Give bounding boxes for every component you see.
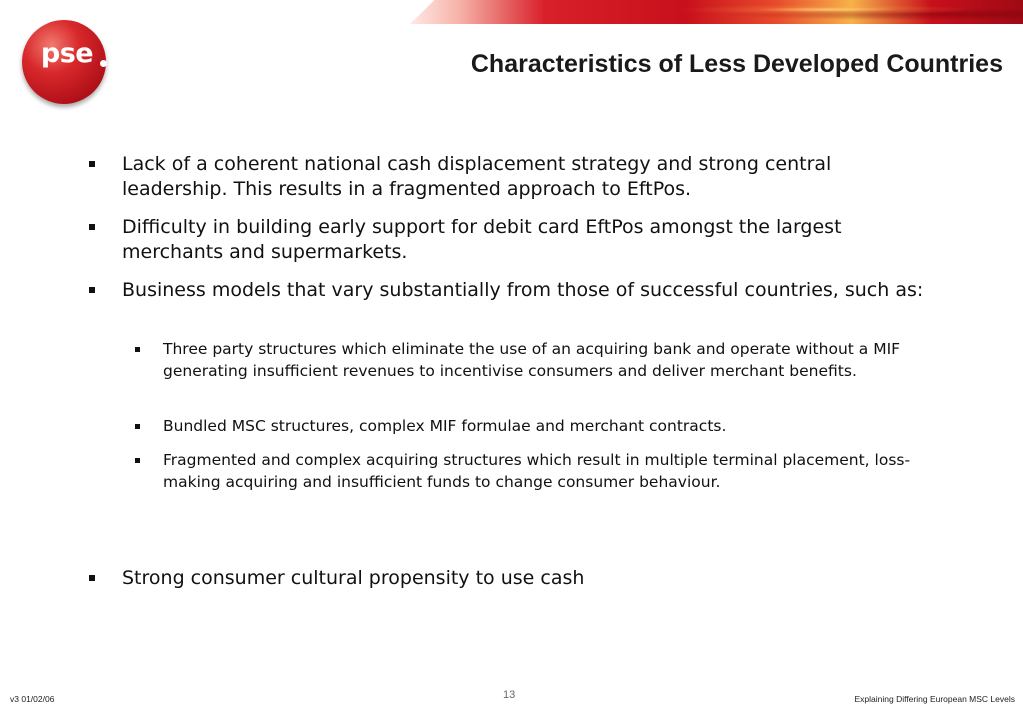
slide-title: Characteristics of Less Developed Countries [470,50,1003,78]
bullet-text: Strong consumer cultural propensity to use cash [122,567,585,589]
square-bullet-icon [89,287,95,293]
version-date: v3 01/02/06 [10,694,55,704]
sub-bullet-item [163,416,963,438]
bullet-item [122,566,942,591]
sub-bullet-item [163,339,963,382]
sub-bullet-text: Fragmented and complex acquiring structures which result in multiple terminal placement, loss-making acquiring and insufficient funds to change consumer behaviour. [163,451,911,491]
bullet-text: Lack of a coherent national cash displacement strategy and strong central leadership. This results in a fragmented approach to EftPos. [122,153,832,200]
bullet-item [122,278,942,303]
bullet-text: Business models that vary substantially from those of successful countries, such as: [122,279,924,301]
page-number: 13 [503,689,516,701]
bullet-text: Difficulty in building early support for debit card EftPos amongst the largest merchants and supermarkets. [122,216,842,263]
sub-bullet-item [163,450,963,493]
square-bullet-icon [89,575,95,581]
square-bullet-icon [135,347,140,352]
square-bullet-icon [89,224,95,230]
logo-text: pse [40,38,94,69]
sub-bullet-text: Three party structures which eliminate the use of an acquiring bank and operate without a MIF generating insufficient revenues to incentivise consumers and deliver merchant benefits. [163,340,901,380]
square-bullet-icon [89,161,95,167]
square-bullet-icon [135,458,140,463]
sub-bullet-text: Bundled MSC structures, complex MIF formulae and merchant contracts. [163,417,727,435]
footer-title: Explaining Differing European MSC Levels [854,694,1015,704]
bullet-item [122,152,942,202]
bullet-item [122,215,942,265]
square-bullet-icon [135,424,140,429]
